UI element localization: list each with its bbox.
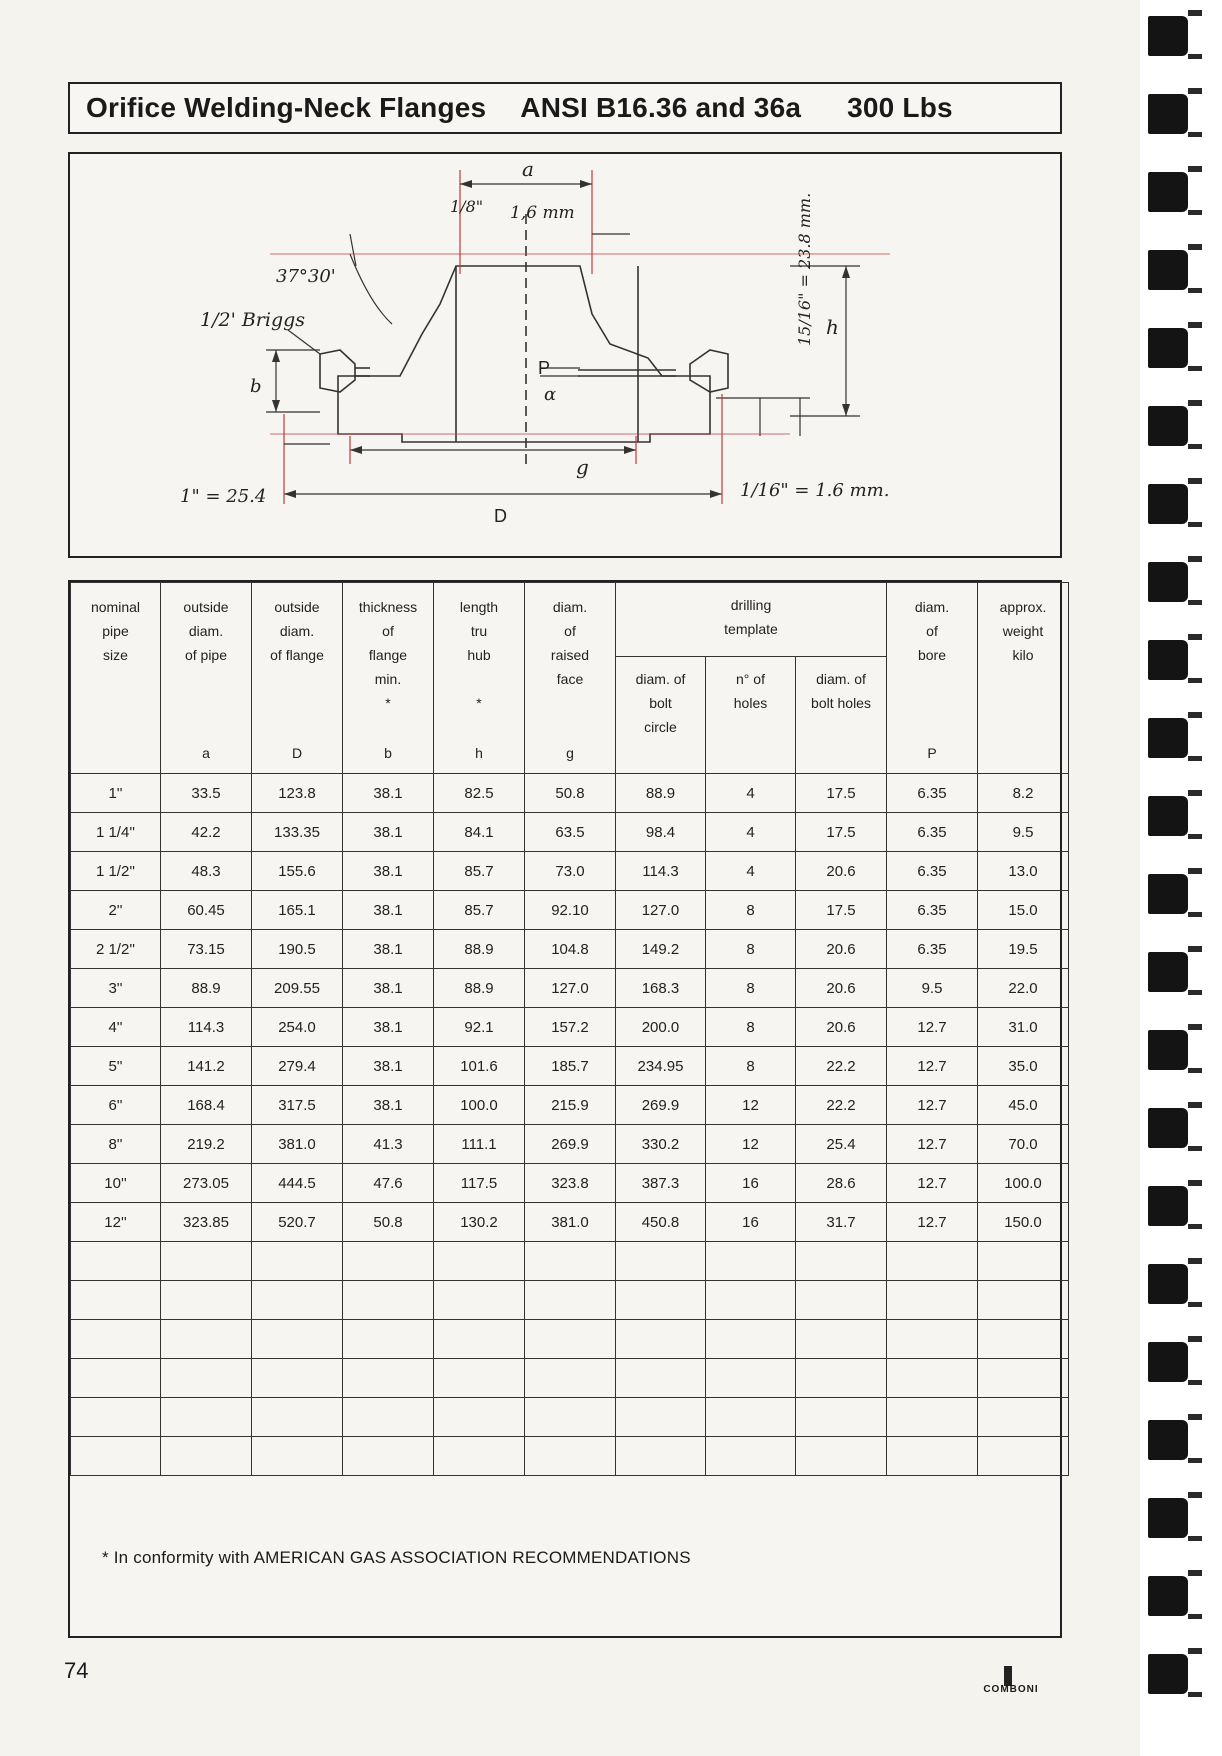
table-cell: 48.3	[161, 852, 252, 891]
label-b: b	[250, 376, 262, 397]
table-cell: 165.1	[252, 891, 343, 930]
empty-table-cell	[252, 1281, 343, 1320]
label-1-6mm-top: 1,6 mm	[510, 203, 575, 223]
table-cell: 12.7	[887, 1164, 978, 1203]
empty-table-cell	[706, 1437, 796, 1476]
empty-table-cell	[978, 1281, 1069, 1320]
table-row	[71, 1203, 1069, 1242]
table-cell: 100.0	[434, 1086, 525, 1125]
label-a: a	[522, 157, 534, 181]
label-inch: 1" = 25.4	[180, 486, 267, 507]
page-number: 74	[64, 1658, 89, 1683]
table-cell: 323.85	[161, 1203, 252, 1242]
table-cell: 60.45	[161, 891, 252, 930]
table-cell: 50.8	[343, 1203, 434, 1242]
table-cell: 1 1/4''	[71, 813, 161, 852]
table-body	[71, 774, 1069, 1476]
table-cell: 38.1	[343, 930, 434, 969]
table-row	[71, 1086, 1069, 1125]
table-cell: 31.7	[796, 1203, 887, 1242]
table-cell: 2 1/2''	[71, 930, 161, 969]
table-cell: 200.0	[616, 1008, 706, 1047]
table-cell: 3''	[71, 969, 161, 1008]
table-row	[71, 1164, 1069, 1203]
empty-table-cell	[978, 1320, 1069, 1359]
empty-table-cell	[71, 1242, 161, 1281]
table-cell: 254.0	[252, 1008, 343, 1047]
empty-table-cell	[616, 1359, 706, 1398]
table-cell: 150.0	[978, 1203, 1069, 1242]
empty-table-cell	[978, 1437, 1069, 1476]
logo-mark	[1004, 1666, 1012, 1686]
empty-table-cell	[525, 1437, 616, 1476]
table-cell: 38.1	[343, 891, 434, 930]
binding-ring	[1148, 712, 1206, 762]
table-cell: 6''	[71, 1086, 161, 1125]
empty-table-cell	[252, 1437, 343, 1476]
binding-ring	[1148, 946, 1206, 996]
table-cell: 127.0	[525, 969, 616, 1008]
table-cell: 100.0	[978, 1164, 1069, 1203]
table-cell: 4	[706, 813, 796, 852]
table-cell: 8	[706, 891, 796, 930]
empty-table-cell	[887, 1398, 978, 1437]
table-cell: 9.5	[978, 813, 1069, 852]
empty-table-cell	[343, 1281, 434, 1320]
binding-ring	[1148, 88, 1206, 138]
table-row	[71, 969, 1069, 1008]
binding-ring	[1148, 1180, 1206, 1230]
binding-ring	[1148, 244, 1206, 294]
empty-table-cell	[161, 1320, 252, 1359]
table-cell: 85.7	[434, 891, 525, 930]
table-cell: 20.6	[796, 969, 887, 1008]
empty-table-row	[71, 1359, 1069, 1398]
page-title	[68, 82, 1062, 134]
label-15-16: 15/16" = 23.8 mm.	[795, 192, 814, 346]
empty-table-cell	[887, 1437, 978, 1476]
table-cell: 209.55	[252, 969, 343, 1008]
title-class: 300 Lbs	[847, 92, 953, 123]
table-row	[71, 1047, 1069, 1086]
table-cell: 381.0	[252, 1125, 343, 1164]
table-cell: 20.6	[796, 930, 887, 969]
header-weight: approx. weight kilo	[978, 583, 1069, 774]
table-cell: 185.7	[525, 1047, 616, 1086]
table-cell: 4	[706, 852, 796, 891]
table-cell: 269.9	[616, 1086, 706, 1125]
table-cell: 15.0	[978, 891, 1069, 930]
table-cell: 20.6	[796, 852, 887, 891]
table-cell: 4	[706, 774, 796, 813]
table-cell: 38.1	[343, 1086, 434, 1125]
table-cell: 12.7	[887, 1086, 978, 1125]
title-main: Orifice Welding-Neck Flanges	[86, 92, 487, 123]
table-cell: 50.8	[525, 774, 616, 813]
table-cell: 73.15	[161, 930, 252, 969]
empty-table-cell	[978, 1359, 1069, 1398]
table-cell: 12.7	[887, 1047, 978, 1086]
binding-ring	[1148, 400, 1206, 450]
table-cell: 387.3	[616, 1164, 706, 1203]
empty-table-cell	[796, 1281, 887, 1320]
header-holes: n° of holes	[706, 657, 796, 774]
table-cell: 133.35	[252, 813, 343, 852]
table-cell: 22.0	[978, 969, 1069, 1008]
table-cell: 1''	[71, 774, 161, 813]
label-h: h	[826, 315, 839, 339]
table-cell: 114.3	[616, 852, 706, 891]
empty-table-cell	[434, 1320, 525, 1359]
empty-table-cell	[796, 1359, 887, 1398]
empty-table-cell	[616, 1242, 706, 1281]
table-cell: 8	[706, 1047, 796, 1086]
table-cell: 6.35	[887, 930, 978, 969]
binding-ring	[1148, 1102, 1206, 1152]
table-cell: 104.8	[525, 930, 616, 969]
table-cell: 88.9	[161, 969, 252, 1008]
binding-ring	[1148, 1258, 1206, 1308]
label-one-eighth: 1/8"	[450, 197, 484, 216]
table-cell: 111.1	[434, 1125, 525, 1164]
empty-table-cell	[796, 1242, 887, 1281]
table-row	[71, 852, 1069, 891]
label-briggs: 1/2' Briggs	[200, 309, 306, 331]
table-cell: 6.35	[887, 813, 978, 852]
table-cell: 190.5	[252, 930, 343, 969]
empty-table-cell	[706, 1320, 796, 1359]
binding-ring	[1148, 634, 1206, 684]
empty-table-cell	[434, 1242, 525, 1281]
empty-table-cell	[887, 1242, 978, 1281]
table-cell: 323.8	[525, 1164, 616, 1203]
empty-table-row	[71, 1281, 1069, 1320]
empty-table-cell	[706, 1398, 796, 1437]
table-cell: 8	[706, 930, 796, 969]
table-cell: 88.9	[434, 930, 525, 969]
empty-table-cell	[343, 1320, 434, 1359]
table-cell: 381.0	[525, 1203, 616, 1242]
empty-table-cell	[706, 1242, 796, 1281]
table-cell: 520.7	[252, 1203, 343, 1242]
empty-table-cell	[343, 1398, 434, 1437]
table-cell: 42.2	[161, 813, 252, 852]
table-cell: 45.0	[978, 1086, 1069, 1125]
table-cell: 17.5	[796, 774, 887, 813]
table-cell: 19.5	[978, 930, 1069, 969]
empty-table-cell	[252, 1320, 343, 1359]
table-row	[71, 1008, 1069, 1047]
table-cell: 31.0	[978, 1008, 1069, 1047]
empty-table-cell	[796, 1437, 887, 1476]
table-cell: 117.5	[434, 1164, 525, 1203]
empty-table-cell	[434, 1437, 525, 1476]
table-cell: 141.2	[161, 1047, 252, 1086]
table-cell: 12.7	[887, 1008, 978, 1047]
empty-table-cell	[161, 1281, 252, 1320]
table-cell: 130.2	[434, 1203, 525, 1242]
flange-drawing	[68, 152, 1062, 558]
binding-ring	[1148, 1570, 1206, 1620]
binding-ring	[1148, 322, 1206, 372]
title-standard: ANSI B16.36 and 36a	[520, 92, 802, 123]
table-cell: 330.2	[616, 1125, 706, 1164]
table-cell: 22.2	[796, 1086, 887, 1125]
binding-ring	[1148, 556, 1206, 606]
table-cell: 16	[706, 1164, 796, 1203]
empty-table-cell	[343, 1242, 434, 1281]
table-cell: 38.1	[343, 1047, 434, 1086]
table-cell: 33.5	[161, 774, 252, 813]
table-cell: 88.9	[616, 774, 706, 813]
table-cell: 10''	[71, 1164, 161, 1203]
table-cell: 73.0	[525, 852, 616, 891]
header-thickness: thickness of flange min. * b	[343, 583, 434, 774]
table-cell: 85.7	[434, 852, 525, 891]
empty-table-cell	[71, 1281, 161, 1320]
table-cell: 35.0	[978, 1047, 1069, 1086]
header-bolt-holes: diam. of bolt holes	[796, 657, 887, 774]
header-bolt-circle: diam. of bolt circle	[616, 657, 706, 774]
header-outside-flange: outside diam. of flange D	[252, 583, 343, 774]
flange-drawing-svg	[70, 154, 1060, 556]
dimensions-table	[70, 582, 1069, 1476]
table-cell: 444.5	[252, 1164, 343, 1203]
table-cell: 12.7	[887, 1203, 978, 1242]
empty-table-cell	[71, 1359, 161, 1398]
empty-table-cell	[71, 1437, 161, 1476]
label-alpha: α	[544, 384, 557, 405]
table-row	[71, 774, 1069, 813]
table-cell: 47.6	[343, 1164, 434, 1203]
table-cell: 92.1	[434, 1008, 525, 1047]
empty-table-cell	[525, 1281, 616, 1320]
table-cell: 2''	[71, 891, 161, 930]
table-cell: 114.3	[161, 1008, 252, 1047]
empty-table-cell	[71, 1320, 161, 1359]
empty-table-row	[71, 1242, 1069, 1281]
table-cell: 20.6	[796, 1008, 887, 1047]
table-cell: 157.2	[525, 1008, 616, 1047]
empty-table-row	[71, 1437, 1069, 1476]
table-cell: 82.5	[434, 774, 525, 813]
empty-table-cell	[978, 1398, 1069, 1437]
empty-table-cell	[616, 1437, 706, 1476]
table-cell: 1 1/2''	[71, 852, 161, 891]
table-cell: 5''	[71, 1047, 161, 1086]
empty-table-cell	[252, 1359, 343, 1398]
table-cell: 13.0	[978, 852, 1069, 891]
empty-table-cell	[434, 1281, 525, 1320]
header-drilling-template: drilling template	[616, 583, 887, 657]
table-cell: 234.95	[616, 1047, 706, 1086]
table-cell: 4''	[71, 1008, 161, 1047]
binding-ring	[1148, 868, 1206, 918]
table-cell: 269.9	[525, 1125, 616, 1164]
empty-table-cell	[796, 1320, 887, 1359]
empty-table-cell	[887, 1320, 978, 1359]
table-cell: 22.2	[796, 1047, 887, 1086]
empty-table-cell	[252, 1242, 343, 1281]
table-cell: 123.8	[252, 774, 343, 813]
table-cell: 8	[706, 1008, 796, 1047]
table-cell: 25.4	[796, 1125, 887, 1164]
empty-table-cell	[616, 1320, 706, 1359]
table-cell: 38.1	[343, 969, 434, 1008]
empty-table-cell	[706, 1281, 796, 1320]
header-bore: diam. of bore P	[887, 583, 978, 774]
table-cell: 8.2	[978, 774, 1069, 813]
label-1-16: 1/16" = 1.6 mm.	[740, 480, 890, 501]
binding-ring	[1148, 1414, 1206, 1464]
label-d: D	[494, 506, 507, 526]
empty-table-cell	[71, 1398, 161, 1437]
empty-table-cell	[343, 1359, 434, 1398]
table-cell: 98.4	[616, 813, 706, 852]
table-cell: 17.5	[796, 891, 887, 930]
empty-table-cell	[525, 1320, 616, 1359]
dimensions-table-box	[68, 580, 1062, 1638]
table-cell: 168.4	[161, 1086, 252, 1125]
empty-table-cell	[525, 1398, 616, 1437]
comboni-logo	[976, 1666, 1046, 1696]
table-cell: 12.7	[887, 1125, 978, 1164]
label-angle: 37°30'	[276, 266, 336, 287]
spiral-binding	[1140, 0, 1222, 1756]
empty-table-cell	[434, 1398, 525, 1437]
binding-ring	[1148, 1024, 1206, 1074]
table-cell: 317.5	[252, 1086, 343, 1125]
header-raised-face: diam. of raised face g	[525, 583, 616, 774]
header-nominal: nominal pipe size	[71, 583, 161, 774]
footnote: * In conformity with AMERICAN GAS ASSOCIATION RECOMMENDATIONS	[102, 1548, 691, 1567]
table-cell: 6.35	[887, 852, 978, 891]
empty-table-cell	[434, 1359, 525, 1398]
table-cell: 63.5	[525, 813, 616, 852]
binding-ring	[1148, 1336, 1206, 1386]
table-row	[71, 1125, 1069, 1164]
table-row	[71, 891, 1069, 930]
table-cell: 155.6	[252, 852, 343, 891]
header-length: length tru hub * h	[434, 583, 525, 774]
table-cell: 70.0	[978, 1125, 1069, 1164]
table-cell: 84.1	[434, 813, 525, 852]
empty-table-row	[71, 1398, 1069, 1437]
table-cell: 168.3	[616, 969, 706, 1008]
empty-table-cell	[161, 1242, 252, 1281]
empty-table-row	[71, 1320, 1069, 1359]
binding-ring	[1148, 1648, 1206, 1698]
table-cell: 12	[706, 1125, 796, 1164]
table-row	[71, 930, 1069, 969]
table-cell: 17.5	[796, 813, 887, 852]
table-cell: 149.2	[616, 930, 706, 969]
table-cell: 16	[706, 1203, 796, 1242]
table-cell: 88.9	[434, 969, 525, 1008]
empty-table-cell	[887, 1281, 978, 1320]
table-cell: 28.6	[796, 1164, 887, 1203]
empty-table-cell	[343, 1437, 434, 1476]
table-cell: 12	[706, 1086, 796, 1125]
label-g: g	[576, 455, 589, 479]
table-cell: 279.4	[252, 1047, 343, 1086]
table-row	[71, 813, 1069, 852]
table-cell: 6.35	[887, 774, 978, 813]
table-cell: 12''	[71, 1203, 161, 1242]
binding-ring	[1148, 10, 1206, 60]
empty-table-cell	[525, 1242, 616, 1281]
table-cell: 8	[706, 969, 796, 1008]
empty-table-cell	[706, 1359, 796, 1398]
empty-table-cell	[161, 1359, 252, 1398]
table-cell: 127.0	[616, 891, 706, 930]
table-cell: 215.9	[525, 1086, 616, 1125]
table-cell: 8''	[71, 1125, 161, 1164]
empty-table-cell	[887, 1359, 978, 1398]
table-cell: 273.05	[161, 1164, 252, 1203]
empty-table-cell	[252, 1398, 343, 1437]
table-cell: 92.10	[525, 891, 616, 930]
table-cell: 38.1	[343, 1008, 434, 1047]
table-cell: 38.1	[343, 774, 434, 813]
binding-ring	[1148, 1492, 1206, 1542]
empty-table-cell	[978, 1242, 1069, 1281]
binding-ring	[1148, 790, 1206, 840]
table-cell: 38.1	[343, 813, 434, 852]
logo-text: COMBONI	[983, 1684, 1039, 1695]
label-p: P	[538, 358, 551, 378]
empty-table-cell	[616, 1398, 706, 1437]
empty-table-cell	[161, 1437, 252, 1476]
binding-ring	[1148, 166, 1206, 216]
empty-table-cell	[525, 1359, 616, 1398]
header-outside-pipe: outside diam. of pipe a	[161, 583, 252, 774]
empty-table-cell	[796, 1398, 887, 1437]
table-cell: 9.5	[887, 969, 978, 1008]
binding-ring	[1148, 478, 1206, 528]
table-cell: 41.3	[343, 1125, 434, 1164]
empty-table-cell	[616, 1281, 706, 1320]
table-cell: 450.8	[616, 1203, 706, 1242]
table-cell: 101.6	[434, 1047, 525, 1086]
table-cell: 6.35	[887, 891, 978, 930]
empty-table-cell	[161, 1398, 252, 1437]
table-cell: 38.1	[343, 852, 434, 891]
table-cell: 219.2	[161, 1125, 252, 1164]
